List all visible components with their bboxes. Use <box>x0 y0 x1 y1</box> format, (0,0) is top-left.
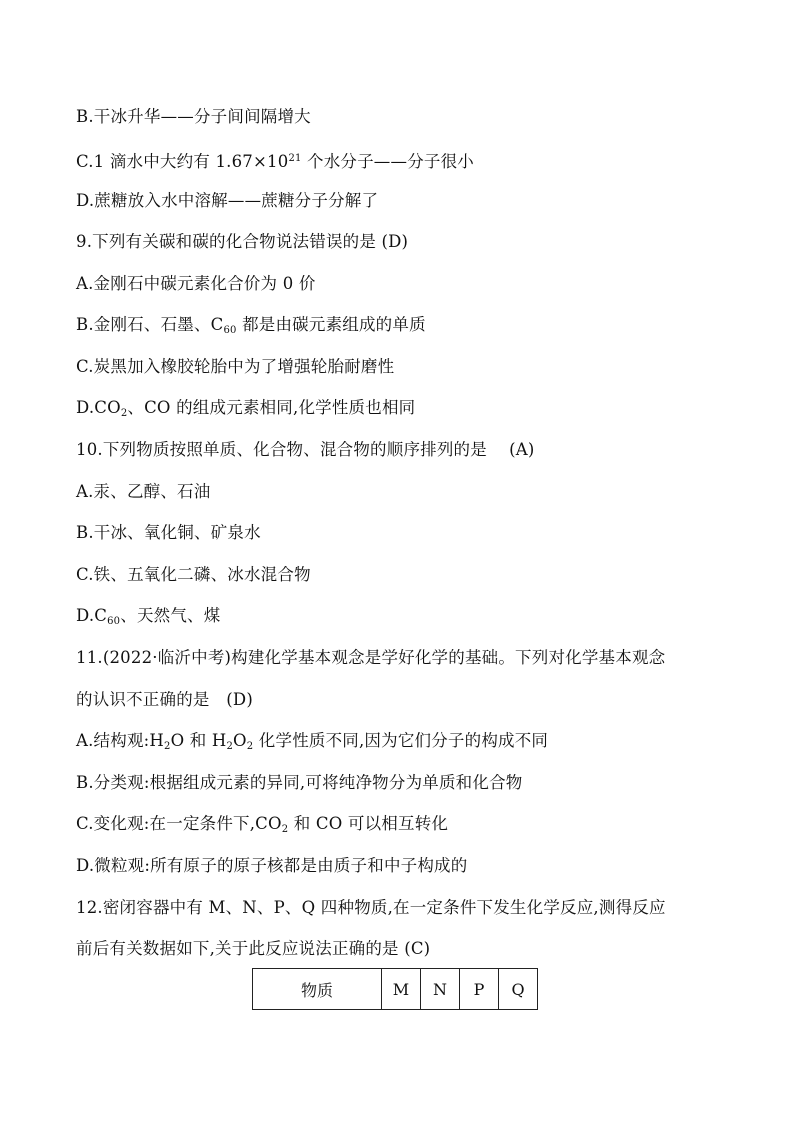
text: D.微粒观:所有原子的原子核都是由质子和中子构成的 <box>76 856 468 875</box>
subscript: 2 <box>226 741 234 752</box>
text: A.金刚石中碳元素化合价为 0 价 <box>76 274 316 293</box>
q8-option-b <box>76 106 311 128</box>
q9-option-d <box>76 397 415 425</box>
text: 11.(2022·临沂中考)构建化学基本观念是学好化学的基础。下列对化学基本观念 <box>76 648 666 667</box>
text: C.1 滴水中大约有 1.67×10 <box>76 152 289 171</box>
q9-stem <box>76 231 408 253</box>
text: D.蔗糖放入水中溶解——蔗糖分子分解了 <box>76 191 379 210</box>
subscript: 2 <box>120 408 128 419</box>
text: 10.下列物质按照单质、化合物、混合物的顺序排列的是 (A) <box>76 440 535 459</box>
table-header-n: N <box>421 969 460 1010</box>
superscript: 21 <box>288 153 302 164</box>
table-header-q: Q <box>499 969 538 1010</box>
q11-option-d <box>76 855 467 877</box>
q10-option-d <box>76 605 220 633</box>
table-header-m: M <box>382 969 421 1010</box>
table-header-p: P <box>460 969 499 1010</box>
q10-option-a <box>76 481 210 503</box>
text: A.汞、乙醇、石油 <box>76 482 211 501</box>
table-row <box>253 969 538 1010</box>
text: O <box>233 731 247 750</box>
q9-option-c <box>76 356 394 378</box>
subscript: 2 <box>281 824 289 835</box>
q10-stem <box>76 439 534 461</box>
text: B.金刚石、石墨、C <box>76 315 224 334</box>
text: 9.下列有关碳和碳的化合物说法错误的是 (D) <box>76 232 409 251</box>
text: 和 CO 可以相互转化 <box>288 814 449 833</box>
text: C.炭黑加入橡胶轮胎中为了增强轮胎耐磨性 <box>76 357 395 376</box>
text: 前后有关数据如下,关于此反应说法正确的是 (C) <box>76 939 431 958</box>
table-header-substance: 物质 <box>253 969 382 1010</box>
q11-option-c <box>76 813 448 841</box>
text: 12.密闭容器中有 M、N、P、Q 四种物质,在一定条件下发生化学反应,测得反应 <box>76 898 666 917</box>
q8-option-d <box>76 190 378 212</box>
text: 、天然气、煤 <box>120 606 221 625</box>
subscript: 2 <box>164 741 171 752</box>
q9-option-a <box>76 273 316 295</box>
q12-stem-line2 <box>76 938 430 960</box>
subscript: 2 <box>246 741 254 752</box>
text: C.铁、五氧化二磷、冰水混合物 <box>76 565 311 584</box>
text: B.干冰、氧化铜、矿泉水 <box>76 523 261 542</box>
text: B.干冰升华——分子间间隔增大 <box>76 107 311 126</box>
text: 、CO 的组成元素相同,化学性质也相同 <box>127 398 416 417</box>
text: D.CO <box>76 398 121 417</box>
q11-stem-line2 <box>76 689 253 711</box>
q10-option-b <box>76 522 261 544</box>
text: 都是由碳元素组成的单质 <box>236 315 426 334</box>
subscript: 60 <box>107 616 121 627</box>
q11-option-a <box>76 730 548 758</box>
q10-option-c <box>76 564 311 586</box>
q8-option-c <box>76 148 474 173</box>
subscript: 60 <box>223 325 237 336</box>
q11-stem-line1 <box>76 647 665 669</box>
text: 化学性质不同,因为它们分子的构成不同 <box>253 731 549 750</box>
q12-stem-line1 <box>76 897 666 919</box>
reaction-data-table <box>252 968 538 1010</box>
text: B.分类观:根据组成元素的异同,可将纯净物分为单质和化合物 <box>76 773 523 792</box>
text: A.结构观:H <box>76 731 165 750</box>
text: D.C <box>76 606 108 625</box>
q9-option-b <box>76 314 426 342</box>
q11-option-b <box>76 772 522 794</box>
text: O 和 H <box>170 731 227 750</box>
text: 的认识不正确的是 (D) <box>76 690 254 709</box>
text: C.变化观:在一定条件下,CO <box>76 814 282 833</box>
text: 个水分子——分子很小 <box>301 152 475 171</box>
